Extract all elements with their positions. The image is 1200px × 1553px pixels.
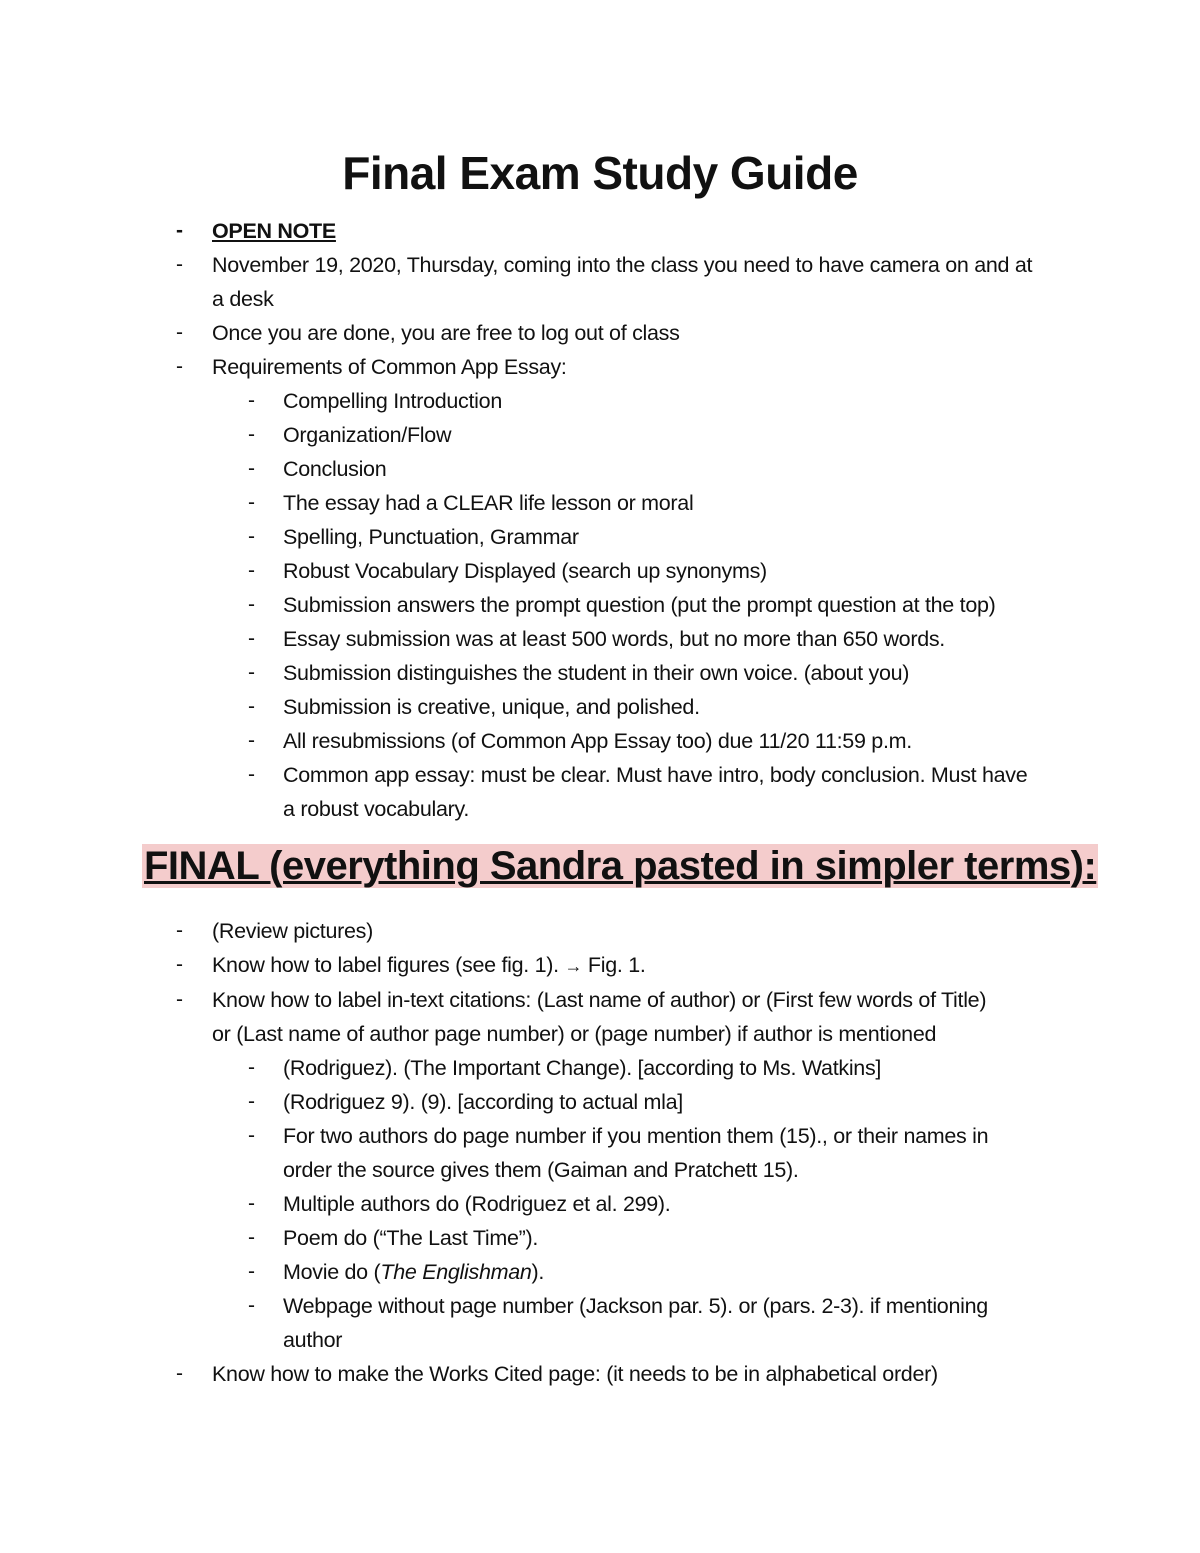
- item-text: Webpage without page number (Jackson par. 5). or (pars. 2-3). if mentioning: [283, 1294, 988, 1318]
- final-heading-text: FINAL (everything Sandra pasted in simpler terms):: [144, 844, 1097, 888]
- requirement-item: [176, 384, 1032, 418]
- list-item: [176, 983, 988, 1017]
- item-text: (Review pictures): [212, 919, 373, 943]
- bullet-dash-icon: -: [176, 1362, 183, 1385]
- bullet-dash-icon: -: [176, 919, 183, 942]
- list-item: [176, 214, 1032, 248]
- citation-example: [176, 1221, 988, 1255]
- requirement-item-continuation: [176, 792, 1032, 826]
- exam-info-list: [176, 214, 1032, 826]
- bullet-dash-icon: -: [248, 389, 255, 412]
- requirement-item: [176, 690, 1032, 724]
- bullet-dash-icon: -: [248, 695, 255, 718]
- bullet-dash-icon: -: [248, 1294, 255, 1317]
- bullet-dash-icon: -: [248, 627, 255, 650]
- citation-example: [176, 1255, 988, 1289]
- item-text: order the source gives them (Gaiman and Pratchett 15).: [283, 1158, 799, 1182]
- list-item-continuation: [176, 282, 1032, 316]
- list-item: [176, 1357, 988, 1391]
- bullet-dash-icon: -: [176, 953, 183, 976]
- item-text: The essay had a CLEAR life lesson or moral: [283, 491, 694, 515]
- citation-example: [176, 1289, 988, 1323]
- item-text: Know how to make the Works Cited page: (it needs to be in alphabetical order): [212, 1362, 938, 1386]
- item-text: Organization/Flow: [283, 423, 452, 447]
- bullet-dash-icon: -: [248, 1192, 255, 1215]
- bullet-dash-icon: -: [176, 988, 183, 1011]
- bullet-dash-icon: -: [176, 355, 183, 378]
- item-text: All resubmissions (of Common App Essay too) due 11/20 11:59 p.m.: [283, 729, 912, 753]
- requirement-item: [176, 758, 1032, 792]
- list-item: [176, 316, 1032, 350]
- list-item: [176, 350, 1032, 384]
- requirement-item: [176, 554, 1032, 588]
- item-text: Submission is creative, unique, and polished.: [283, 695, 700, 719]
- bullet-dash-icon: -: [248, 1260, 255, 1283]
- item-text: Requirements of Common App Essay:: [212, 355, 567, 379]
- bullet-dash-icon: -: [248, 1090, 255, 1113]
- citation-example: [176, 1051, 988, 1085]
- item-text: author: [283, 1328, 343, 1352]
- citation-example: [176, 1187, 988, 1221]
- citation-example-continuation: [176, 1153, 988, 1187]
- requirement-item: [176, 452, 1032, 486]
- bullet-dash-icon: -: [248, 661, 255, 684]
- item-text: Fig. 1.: [587, 953, 646, 977]
- item-text: Spelling, Punctuation, Grammar: [283, 525, 579, 549]
- bullet-dash-icon: -: [248, 763, 255, 786]
- requirement-item: [176, 724, 1032, 758]
- citation-example: [176, 1119, 988, 1153]
- requirement-item: [176, 588, 1032, 622]
- bullet-dash-icon: -: [248, 423, 255, 446]
- requirement-item: [176, 418, 1032, 452]
- item-text: a desk: [212, 287, 274, 311]
- bullet-dash-icon: -: [248, 729, 255, 752]
- item-text: Once you are done, you are free to log out of class: [212, 321, 680, 345]
- final-list: [176, 914, 988, 1391]
- item-text: Multiple authors do (Rodriguez et al. 299).: [283, 1192, 671, 1216]
- bullet-dash-icon: -: [248, 593, 255, 616]
- item-text: Know how to label figures (see fig. 1).: [212, 953, 559, 977]
- item-text: Common app essay: must be clear. Must have intro, body conclusion. Must have: [283, 763, 1028, 787]
- citation-example: [176, 1085, 988, 1119]
- item-text: a robust vocabulary.: [283, 797, 470, 821]
- list-item: [176, 948, 988, 983]
- list-item-continuation: [176, 1017, 988, 1051]
- open-note-label: OPEN NOTE: [212, 219, 336, 243]
- bullet-dash-icon: -: [176, 321, 183, 344]
- bullet-dash-icon: -: [248, 1124, 255, 1147]
- page-title: Final Exam Study Guide: [342, 147, 858, 199]
- arrow-right-icon: →: [564, 956, 583, 976]
- bullet-dash-icon: -: [248, 525, 255, 548]
- requirement-item: [176, 622, 1032, 656]
- bullet-dash-icon: -: [176, 219, 183, 242]
- item-text: Submission distinguishes the student in their own voice. (about you): [283, 661, 910, 685]
- item-text: Submission answers the prompt question (put the prompt question at the top): [283, 593, 996, 617]
- bullet-dash-icon: -: [248, 1226, 255, 1249]
- item-text: Poem do (“The Last Time”).: [283, 1226, 539, 1250]
- item-text: Compelling Introduction: [283, 389, 502, 413]
- item-text: or (Last name of author page number) or (page number) if author is mentioned: [212, 1022, 937, 1046]
- item-text: Robust Vocabulary Displayed (search up synonyms): [283, 559, 767, 583]
- item-text: (Rodriguez). (The Important Change). [according to Ms. Watkins]: [283, 1056, 882, 1080]
- item-text: (Rodriguez 9). (9). [according to actual mla]: [283, 1090, 683, 1114]
- requirement-item: [176, 656, 1032, 690]
- item-text-prefix: Movie do (: [283, 1260, 381, 1284]
- bullet-dash-icon: -: [248, 491, 255, 514]
- requirement-item: [176, 520, 1032, 554]
- item-text: Conclusion: [283, 457, 387, 481]
- item-text: Essay submission was at least 500 words, but no more than 650 words.: [283, 627, 945, 651]
- final-section-heading: [142, 840, 1098, 892]
- item-text: November 19, 2020, Thursday, coming into the class you need to have camera on and at: [212, 253, 1033, 277]
- item-text: For two authors do page number if you mention them (15)., or their names in: [283, 1124, 989, 1148]
- citation-example-continuation: [176, 1323, 988, 1357]
- bullet-dash-icon: -: [248, 559, 255, 582]
- bullet-dash-icon: -: [248, 1056, 255, 1079]
- movie-title: The Englishman: [380, 1260, 532, 1284]
- item-text-suffix: ).: [531, 1260, 545, 1284]
- bullet-dash-icon: -: [176, 253, 183, 276]
- bullet-dash-icon: -: [248, 457, 255, 480]
- item-text: Know how to label in-text citations: (Last name of author) or (First few words of Title): [212, 988, 987, 1012]
- list-item: [176, 914, 988, 948]
- requirement-item: [176, 486, 1032, 520]
- list-item: [176, 248, 1032, 282]
